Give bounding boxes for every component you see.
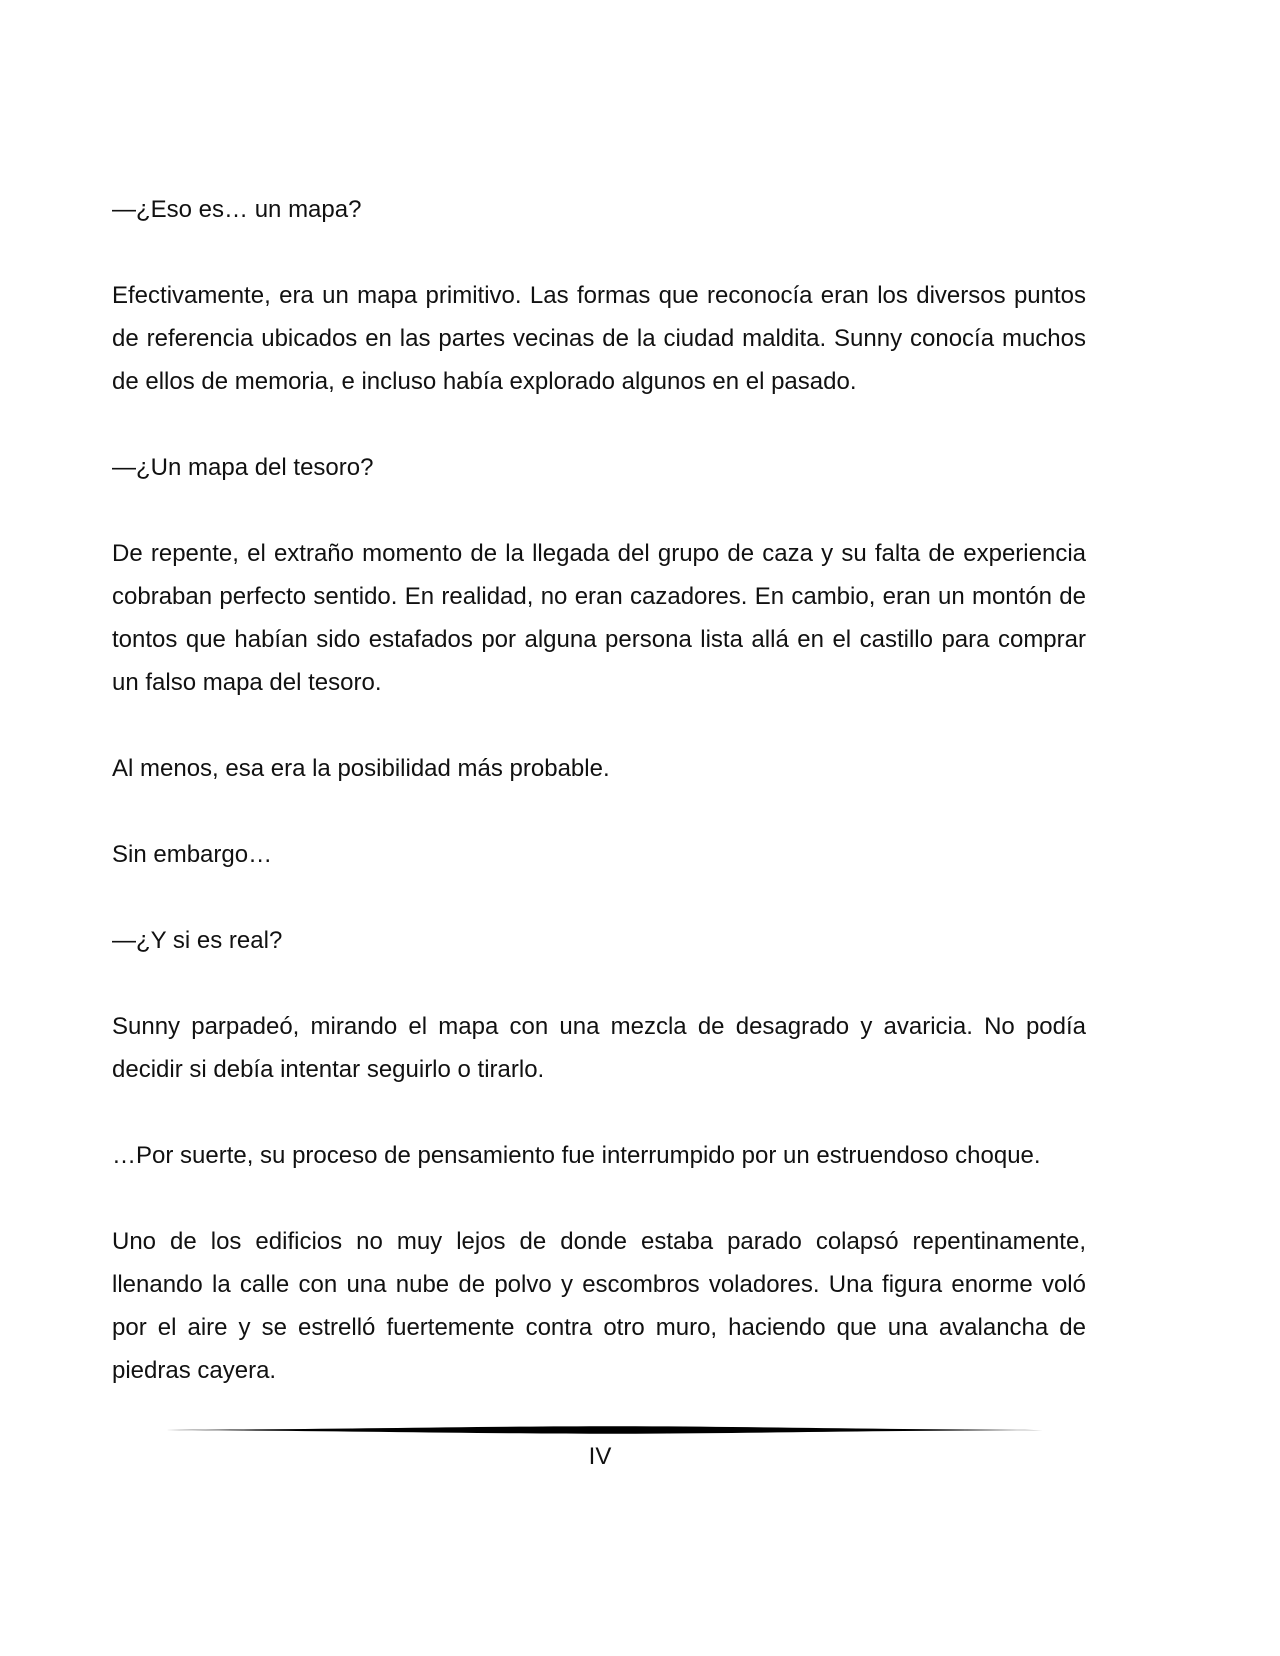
- dialogue-paragraph: —¿Eso es… un mapa?: [112, 196, 362, 223]
- narrative-paragraph: Uno de los edificios no muy lejos de donde estaba parado colapsó repentinamente, llenando la calle con una nube de polvo y escombros voladores. Una figura enorme voló por el aire y se estrelló fuertemente contra otro muro, haciendo que una avalancha de piedras cayera.: [112, 1228, 1086, 1384]
- narrative-paragraph: Sin embargo…: [112, 841, 273, 868]
- footer-divider: [152, 1424, 1052, 1436]
- footer-divider-stroke: [152, 1426, 1052, 1434]
- dialogue-paragraph: —¿Y si es real?: [112, 927, 283, 954]
- narrative-paragraph: …Por suerte, su proceso de pensamiento fue interrumpido por un estruendoso choque.: [112, 1142, 1041, 1169]
- narrative-paragraph: Sunny parpadeó, mirando el mapa con una mezcla de desagrado y avaricia. No podía decidir si debía intentar seguirlo o tirarlo.: [112, 1013, 1086, 1083]
- dialogue-paragraph: —¿Un mapa del tesoro?: [112, 454, 374, 481]
- narrative-paragraph: Al menos, esa era la posibilidad más probable.: [112, 755, 610, 782]
- body-text: [112, 188, 1086, 1435]
- page-number: IV: [588, 1443, 612, 1470]
- narrative-paragraph: Efectivamente, era un mapa primitivo. Las formas que reconocía eran los diversos puntos de referencia ubicados en las partes vecinas de la ciudad maldita. Sunny conocía muchos de ellos de memoria, e incluso había explorado algunos en el pasado.: [112, 282, 1086, 395]
- narrative-paragraph: De repente, el extraño momento de la llegada del grupo de caza y su falta de experiencia cobraban perfecto sentido. En realidad, no eran cazadores. En cambio, eran un montón de tontos que habían sido estafados por alguna persona lista allá en el castillo para comprar un falso mapa del tesoro.: [112, 540, 1086, 696]
